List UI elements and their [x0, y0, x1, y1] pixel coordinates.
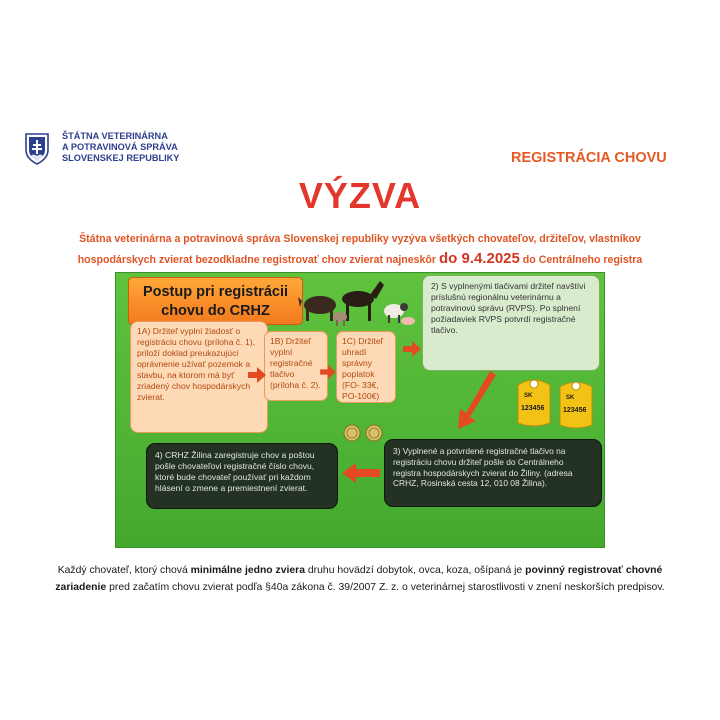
- ear-tag-number-2: 123456: [563, 407, 587, 414]
- step-1c-box: 1C) Držiteľ uhradí správny poplatok (FO- 33€, PO-100€): [336, 331, 396, 403]
- intro-part-1: Štátna veterinárna a potravinová správa Slovenskej republiky vyzýva všetkých chovateľov, držiteľov, vlastníkov hospodárskych zvierat bezodkladne registrovať chov zvierat najneskôr: [77, 233, 641, 266]
- infographic-title: [128, 277, 303, 325]
- obligation-paragraph: [40, 562, 680, 596]
- arrow-icon: [248, 367, 266, 383]
- slovak-coat-of-arms-icon: [25, 133, 49, 165]
- intro-deadline: do 9.4.2025: [438, 250, 520, 267]
- ear-tag-code-2: SK: [566, 395, 575, 401]
- infographic-title-line-1: Postup pri registrácii: [142, 284, 289, 300]
- farm-animals-illustration: [296, 275, 416, 327]
- org-line-3: SLOVENSKEJ REPUBLIKY: [62, 153, 180, 163]
- section-tag: REGISTRÁCIA CHOVU: [511, 150, 667, 166]
- step-1b-box: 1B) Držiteľ vyplní registračné tlačivo (príloha č. 2).: [264, 331, 328, 401]
- page-title: VÝZVA: [298, 175, 422, 216]
- obligation-text-4: povinný registrovať chovné zariadenie: [55, 565, 663, 593]
- ear-tag-number-1: 123456: [521, 405, 545, 412]
- registration-infographic: [115, 272, 605, 548]
- infographic-title-line-2: chovu do CRHZ: [161, 303, 270, 319]
- org-line-1: ŠTÁTNA VETERINÁRNA: [62, 131, 168, 141]
- step-1a-box: 1A) Držiteľ vyplní žiadosť o registráciu chovu (príloha č. 1), priloží doklad preukazujúci oprávnenie užívať pozemok a stavbu, na ktorom má byť zriadený chov hospodárskych zvierat.: [130, 321, 268, 433]
- arrow-icon: [456, 371, 498, 431]
- arrow-icon: [320, 365, 336, 379]
- organization-name: [62, 131, 179, 164]
- arrow-icon: [402, 341, 422, 357]
- org-line-2: A POTRAVINOVÁ SPRÁVA: [62, 142, 178, 152]
- obligation-text-5: pred začatím chovu zvierat podľa §40a zákona č. 39/2007 Z. z. o veterinárnej starostlivosti v znení neskorších predpisov.: [106, 582, 665, 593]
- obligation-text-3: druhu hovädzí dobytok, ovca, koza, ošípaná je: [305, 565, 526, 576]
- step-2-box: 2) S vyplnenými tlačivami držiteľ navštívi príslušnú regionálnu veterinárnu a potravinovú správu (RVPS). Po splnení požiadaviek RVPS potvrdí registračné tlačivo.: [422, 275, 600, 371]
- step-4-box: 4) CRHZ Žilina zaregistruje chov a poštou pošle chovateľovi registračné číslo chovu, ktoré bude chovateľ používať pri každom hlásení o zmene a premiestnení zvierat.: [146, 443, 338, 509]
- step-3-box: 3) Vyplnené a potvrdené registračné tlačivo na registráciu chovu držiteľ pošle do Centrálneho registra hospodárskych zvierat do Žiliny. (adresa CRHZ, Rosinská cesta 12, 010 08 Žilina).: [384, 439, 602, 507]
- intro-part-2: do Centrálneho registra: [522, 254, 643, 266]
- obligation-text-2: minimálne jedno zviera: [190, 565, 306, 576]
- coins-icon: [338, 423, 390, 443]
- ear-tag-code-1: SK: [524, 393, 533, 399]
- arrow-icon: [342, 463, 380, 483]
- ear-tag-icon: [512, 375, 602, 433]
- obligation-text-1: Každý chovateľ, ktorý chová: [57, 565, 191, 576]
